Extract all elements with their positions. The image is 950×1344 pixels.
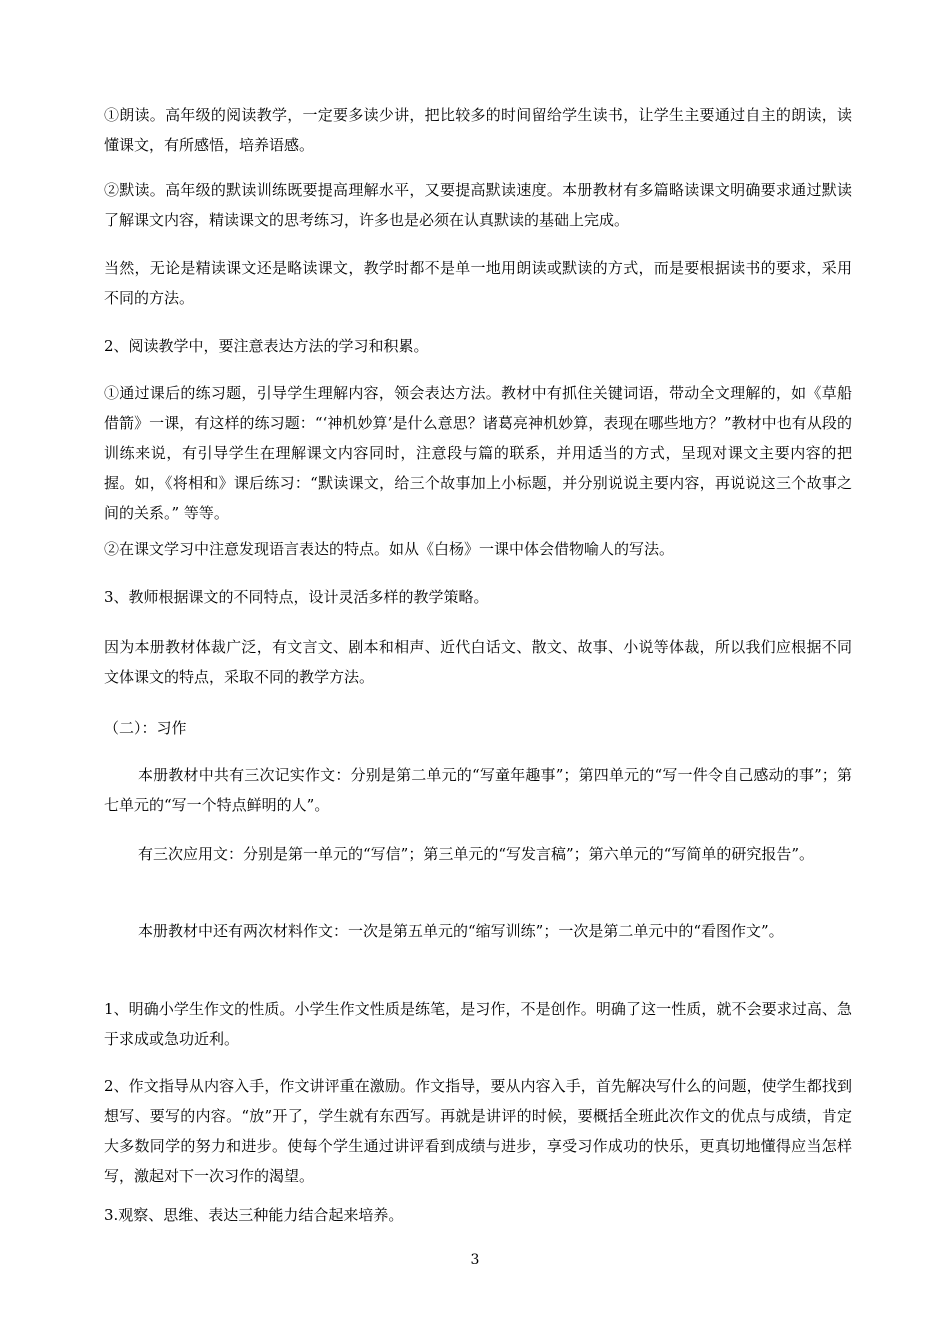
paragraph-composition-nature: 1、明确小学生作文的性质。小学生作文性质是练笔，是习作，不是创作。明确了这一性质，就不会要求过高、急于求成或急功近利。 [104, 1000, 852, 1048]
paragraph-silent-reading: ②默读。高年级的默读训练既要提高理解水平，又要提高默读速度。本册教材有多篇略读课文明确要求通过默读了解课文内容，精读课文的思考练习，许多也是必须在认真默读的基础上完成。 [104, 181, 852, 229]
paragraph-composition-guidance: 2、作文指导从内容入手，作文讲评重在激励。作文指导，要从内容入手，首先解决写什么的问题，使学生都找到想写、要写的内容。“放”开了，学生就有东西写。再就是讲评的时候，要概括全班此次作文的优点与成绩，肯定大多数同学的努力和进步。使每个学生通过讲评看到成绩与进步，享受习作成功的快乐，更真切地懂得应当怎样写，激起对下一次习作的渴望。 [104, 1077, 852, 1185]
page-number: 3 [470, 1252, 480, 1268]
paragraph-heading-teaching-strategies: 3、教师根据课文的不同特点，设计灵活多样的教学策略。 [104, 588, 489, 606]
paragraph-material-compositions: 本册教材中还有两次材料作文：一次是第五单元的“缩写训练”；一次是第二单元中的“看图作文”。 [138, 922, 784, 940]
paragraph-three-abilities: 3.观察、思维、表达三种能力结合起来培养。 [104, 1206, 404, 1224]
paragraph-factual-compositions: 本册教材中共有三次记实作文：分别是第二单元的“写童年趣事”；第四单元的“写一件令自己感动的事”；第七单元的“写一个特点鲜明的人”。 [104, 766, 852, 814]
paragraph-exercises: ①通过课后的练习题，引导学生理解内容，领会表达方法。教材中有抓住关键词语，带动全文理解的，如《草船借箭》一课，有这样的练习题：“‘神机妙算’是什么意思？诸葛亮神机妙算，表现在哪些地方？”教材中也有从段的训练来说，有引导学生在理解课文内容同时，注意段与篇的联系，并用适当的方式，呈现对课文主要内容的把握。如，《将相和》课后练习：“默读课文，给三个故事加上小标题，并分别说说主要内容，再说说这三个故事之间的关系。” 等等。 [104, 384, 852, 522]
paragraph-practical-writing: 有三次应用文：分别是第一单元的“写信”；第三单元的“写发言稿”；第六单元的“写简单的研究报告”。 [138, 845, 815, 863]
paragraph-heading-expression-methods: 2、阅读教学中，要注意表达方法的学习和积累。 [104, 337, 429, 355]
paragraph-language-features: ②在课文学习中注意发现语言表达的特点。如从《白杨》一课中体会借物喻人的写法。 [104, 540, 675, 558]
paragraph-genres: 因为本册教材体裁广泛，有文言文、剧本和相声、近代白话文、散文、故事、小说等体裁，所以我们应根据不同文体课文的特点，采取不同的教学方法。 [104, 638, 852, 686]
section-heading-composition: （二）：习作 [104, 719, 187, 737]
paragraph-reading-methods: 当然，无论是精读课文还是略读课文，教学时都不是单一地用朗读或默读的方式，而是要根据读书的要求，采用不同的方法。 [104, 259, 852, 307]
paragraph-reading-aloud: ①朗读。高年级的阅读教学，一定要多读少讲，把比较多的时间留给学生读书，让学生主要通过自主的朗读，读懂课文，有所感悟，培养语感。 [104, 106, 852, 154]
